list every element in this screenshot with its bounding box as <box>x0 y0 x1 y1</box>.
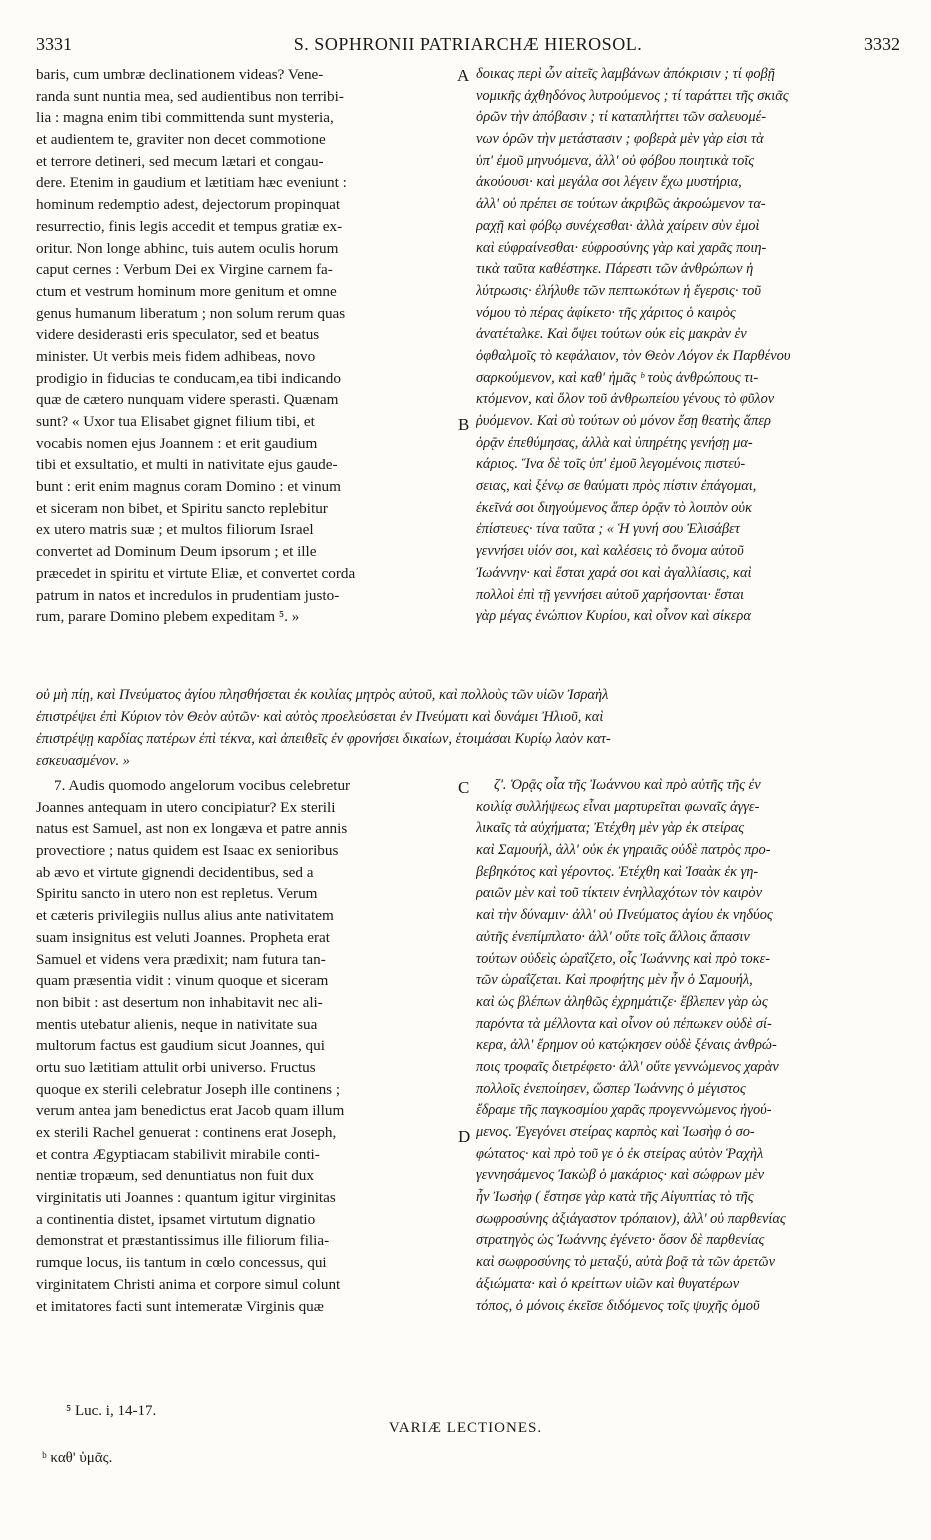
text-line: quæ de cætero nunquam videre sperasti. Quænam <box>36 391 339 409</box>
greek-column-bottom <box>476 775 900 1317</box>
text-line: et cæteris privilegiis nullus alius ante nativitatem <box>36 907 334 925</box>
greek-column-top <box>476 64 900 628</box>
variae-lectiones-heading: VARIÆ LECTIONES. <box>388 1420 543 1436</box>
latin-column-top <box>36 64 456 628</box>
text-line: caput cernes : Verbum Dei ex Virgine carnem fa- <box>36 261 333 279</box>
text-line: τούτων οὐδεὶς ὡραΐζετο, οἷς Ἰωάννης καὶ πρὸ τοκε- <box>476 950 771 967</box>
text-line: præcedet in spiritu et virtute Eliæ, et convertet corda <box>36 564 356 582</box>
text-line: κτόμενον, καὶ ὅλον τοῦ ἀνθρωπείου γένους τὸ φῦλον <box>476 391 775 408</box>
text-line: κάριος. Ἵνα δὲ τοῖς ὑπ' ἐμοῦ λεγομένοις πιστεύ- <box>476 456 746 473</box>
text-line: mentis utebatur alienis, neque in nativitate sua <box>36 1015 318 1033</box>
text-line: ἐπιστρέψει ἐπὶ Κύριον τὸν Θεὸν αὐτῶν· καὶ αὐτὸς προελεύσεται ἐν Πνεύματι καὶ δυνάμει Ἠλιοῦ, καὶ <box>36 709 604 725</box>
text-line: et imitatores facti sunt intemeratæ Virginis quæ <box>36 1297 324 1315</box>
text-line: ῥυόμενον. Καὶ σὺ τούτων οὐ μόνον ἔσῃ θεατὴς ἅπερ <box>476 413 771 429</box>
text-line: rum, parare Domino plebem expeditam ⁵. » <box>36 608 300 626</box>
text-line: a continentia distet, ipsamet virtutum dignatio <box>36 1210 316 1228</box>
footnote-greek: ᵇ καθ' ὑμᾶς. <box>42 1450 113 1466</box>
page-number-left: 3331 <box>36 34 72 54</box>
text-line: νων ὁρῶν τὴν μετάστασιν ; φοβερὰ μὲν γὰρ εἰσι τὰ <box>476 131 764 148</box>
text-line: γεννησάμενος Ἰακὼβ ὁ μακάριος· καὶ σώφρων μὲν <box>476 1167 765 1184</box>
text-line: αὐτῆς ἐνεπίμπλατο· ἀλλ' οὔτε τοῖς ἄλλοις ἅπασιν <box>476 928 750 945</box>
text-line: minister. Ut verbis meis fidem adhibeas, novo <box>36 347 316 365</box>
text-line: ζ'. Ὁρᾷς οἷα τῆς Ἰωάννου καὶ πρὸ αὐτῆς τῆς ἐν <box>494 777 761 793</box>
text-line: λύτρωσις· ἐλήλυθε τῶν πεπτωκότων ἡ ἔγερσις· τοῦ <box>476 282 761 299</box>
text-line: quoque ex sterili celebratur Joseph ille continens ; <box>36 1080 341 1098</box>
text-line: νομικῆς ἀχθηδόνος λυτρούμενος ; τί ταράττει τῆς σκιᾶς <box>476 87 789 104</box>
text-line: ab ævo et virtute gignendi decidentibus, sed a <box>36 863 314 881</box>
text-line: oritur. Non longe abhinc, tuis autem oculis horum <box>36 239 339 257</box>
text-line: convertet ad Dominum Deum ipsorum ; et ille <box>36 543 317 561</box>
text-line: sunt? « Uxor tua Elisabet gignet filium tibi, et <box>36 413 315 430</box>
text-line: ex sterili Rachel genuerat : continens erat Joseph, <box>36 1124 337 1141</box>
text-line: Spiritu sancto in utero non est repletus. Verum <box>36 885 318 903</box>
text-line: Joannes antequam in utero concipiatur? Ex sterili <box>36 798 336 816</box>
text-line: virginitatem Christi anima et corpore simul colunt <box>36 1275 341 1293</box>
text-line: καὶ σωφροσύνης τὸ μεταξύ, αὐτὰ βοᾷ τὰ τῶν ἀρετῶν <box>476 1254 775 1271</box>
text-line: et siceram non bibet, et Spiritu sancto replebitur <box>36 499 328 517</box>
text-line: bunt : erit enim magnus coram Domino : et vinum <box>36 478 341 496</box>
text-line: natus est Samuel, ast non ex longæva et patre annis <box>36 820 348 838</box>
text-line: ὁρᾷν ἐπεθύμησας, ἀλλὰ καὶ ὑπηρέτης γενήσῃ μα- <box>476 434 753 451</box>
text-line: σωφροσύνης ἀξιάγαστον τρόπαιον), ἀλλ' οὐ παρθενίας <box>476 1210 786 1227</box>
text-line: Samuel et videns vera prædixit; nam futura tan- <box>36 950 326 968</box>
text-line: καὶ εὐφραίνεσθαι· εὐφροσύνης γὰρ καὶ χαρᾶς ποιη- <box>476 239 767 256</box>
text-line: στρατηγὸς ὡς Ἰωάννης ἐγένετο· ὅσον δὲ παρθενίας <box>476 1232 765 1249</box>
text-line: καὶ Σαμουήλ, ἀλλ' οὐκ ἐκ γηραιᾶς οὐδὲ πατρὸς προ- <box>476 842 771 859</box>
text-line: ποις τροφαῖς διετρέφετο· ἀλλ' οὔτε γεννώμενος χαρὰν <box>476 1058 779 1075</box>
text-line: verum antea jam benedictus erat Jacob quam illum <box>36 1102 345 1120</box>
text-line: quam præsentia vidit : vinum quoque et siceram <box>36 972 329 990</box>
text-line: πολλοῖς ἐνεποίησεν, ὥσπερ Ἰωάννης ὁ μέγιστος <box>476 1080 746 1097</box>
text-line: γεννήσει υἱόν σοι, καὶ καλέσεις τὸ ὄνομα αὐτοῦ <box>476 543 744 560</box>
text-line: εσκευασμένον. » <box>36 753 130 769</box>
text-line: τῶν ὡραΐζεται. Καὶ προφήτης μὲν ἦν ὁ Σαμουήλ, <box>476 972 753 989</box>
text-line: ἀκούουσι· καὶ μεγάλα σοι λέγειν ἔχω μυστήρια, <box>476 174 742 191</box>
text-line: ἀλλ' οὐ πρέπει σε τούτων ἀκριβῶς ἀκροώμενον τα- <box>476 196 766 213</box>
marker-c: C <box>458 778 470 797</box>
text-line: 7. Audis quomodo angelorum vocibus celebretur <box>54 777 351 794</box>
running-title: S. SOPHRONII PATRIARCHÆ HIEROSOL. <box>293 34 643 54</box>
text-line: vocabis nomen ejus Joannem : et erit gaudium <box>36 434 318 452</box>
text-line: ἀξιώματα· καὶ ὁ κρείττων υἱῶν καὶ θυγατέρων <box>476 1275 740 1292</box>
text-line: virginitatis uti Joannes : quantum igitur virginitas <box>36 1189 336 1207</box>
text-line: genus humanum liberatum ; non solum rerum quas <box>36 304 346 322</box>
text-line: resurrectio, finis legis accedit et tempus gratiæ ex- <box>36 217 343 235</box>
text-line: ὑπ' ἐμοῦ μηνυόμενα, ἀλλ' οὐ φόβου ποιητικὰ τοῖς <box>476 152 755 169</box>
text-line: ὀφθαλμοῖς τὸ κεφάλαιον, τὸν Θεὸν Λόγον ἐκ Παρθένου <box>476 347 791 364</box>
text-line: μενος. Ἐγεγόνει στείρας καρπὸς καὶ Ἰωσὴφ ὁ σο- <box>476 1124 755 1140</box>
text-line: καὶ τὴν δύναμιν· ἀλλ' οὐ Πνεύματος ἁγίου ἐκ νηδύος <box>476 907 773 924</box>
text-line: ραιῶν μὲν καὶ τοῦ τίκτειν ἐνηλλαχότων τὸν καιρὸν <box>476 885 762 902</box>
text-line: καὶ ὡς βλέπων ἀληθῶς ἐχρημάτιζε· ἔβλεπεν γὰρ ὡς <box>476 993 768 1010</box>
text-line: et contra Ægyptiacam stabilivit mirabile conti- <box>36 1145 320 1163</box>
text-line: suam insignitus est veluti Joannes. Propheta erat <box>36 928 330 946</box>
text-line: ctum et vestrum hominum more genitum et omne <box>36 282 337 300</box>
text-line: patrum in natos et incredulos in prudentiam justo- <box>36 586 340 604</box>
text-line: multorum factus est gaudium sicut Joannes, qui <box>36 1037 325 1055</box>
text-line: ἐπίστευες· τίνα ταῦτα ; « Ἡ γυνή σου Ἐλισάβετ <box>476 521 740 538</box>
text-line: ἔδραμε τῆς παγκοσμίου χαρᾶς προγεννώμενος ἡγού- <box>476 1102 772 1119</box>
marker-a: A <box>457 66 470 85</box>
page-number-right: 3332 <box>864 34 900 54</box>
marker-b: B <box>458 415 470 434</box>
text-line: demonstrat et præstantissimus ille filiorum filia- <box>36 1232 330 1250</box>
latin-column-bottom <box>36 775 456 1317</box>
text-line: provectiore ; natus quidem est Isaac ex senioribus <box>36 842 339 860</box>
text-line: dere. Etenim in gaudium et lætitiam hæc eveniunt : <box>36 174 347 192</box>
text-line: γὰρ μέγας ἐνώπιον Κυρίου, καὶ οἶνον καὶ σίκερα <box>476 608 751 625</box>
text-line: σειας, καὶ ξένῳ σε θαύματι πρὸς πίστιν ἐπάγομαι, <box>476 478 757 495</box>
text-line: βεβηκότος καὶ γέροντος. Ἐτέχθη καὶ Ἰσαὰκ ἐκ γη- <box>476 863 759 880</box>
text-line: et audientem te, graviter non decet commotione <box>36 131 326 149</box>
text-line: tibi et exsultatio, et multi in nativitate ejus gaude- <box>36 456 338 474</box>
text-line: ἐπιστρέψῃ καρδίας πατέρων ἐπὶ τέκνα, καὶ ἀπειθεῖς ἐν φρονήσει δικαίων, ἑτοιμάσαι Κυρίῳ λαὸν κατ- <box>36 731 611 747</box>
greek-full-width <box>36 684 900 772</box>
text-line: τόπος, ὁ μόνοις ἐκεῖσε διδόμενος τοῖς ψυχῆς ὁμοῦ <box>476 1297 760 1314</box>
text-line: Ἰωάννην· καὶ ἔσται χαρά σοι καὶ ἀγαλλίασις, καὶ <box>476 564 752 581</box>
text-line: παρόντα τὰ μέλλοντα καὶ οἶνον οὐ πέπωκεν οὐδὲ σί- <box>476 1015 772 1032</box>
text-line: οὐ μὴ πίῃ, καὶ Πνεύματος ἁγίου πλησθήσεται ἐκ κοιλίας μητρὸς αὐτοῦ, καὶ πολλοὺς τῶν υἱῶν Ἰσραὴλ <box>36 687 609 703</box>
text-line: ortu suo lætitiam attulit orbi universo. Fructus <box>36 1058 316 1076</box>
text-line: videre desiderasti eris speculator, sed et beatus <box>36 326 320 344</box>
text-line: ἦν Ἰωσὴφ ( ἔστησε γὰρ κατὰ τῆς Αἰγυπτίας τὸ τῆς <box>476 1189 754 1206</box>
text-line: κερα, ἀλλ' ἔρημον οὐ κατῴκησεν οὐδὲ ξέναις ἀνθρώ- <box>476 1037 777 1054</box>
text-line: nentiæ tropæum, sed denuntiatus non fuit dux <box>36 1167 314 1185</box>
text-line: ἐκεῖνά σοι διηγούμενος ἅπερ ὁρᾷν τὸ λοιπὸν οὐκ <box>476 499 752 516</box>
text-line: lia : magna enim tibi committenda sunt mysteria, <box>36 109 334 127</box>
text-line: σαρκούμενον, καὶ καθ' ἡμᾶς ᵇ τοὺς ἀνθρώπους τι- <box>476 369 759 386</box>
text-line: ὁρῶν τὴν ἀπόβασιν ; τί καταπλήττει τῶν σαλευομέ- <box>476 109 767 126</box>
text-line: κοιλίᾳ συλλήψεως εἶναι μαρτυρεῖται φωναῖς ἀγγε- <box>476 798 760 815</box>
text-line: ἀνατέταλκε. Καὶ ὄψει τούτων οὐκ εἰς μακρὰν ἐν <box>476 326 747 343</box>
text-line: λικαῖς τὰ αὐχήματα; Ἐτέχθη μὲν γὰρ ἐκ στείρας <box>476 820 745 837</box>
text-line: et terrore detineri, sed mecum lætari et congau- <box>36 152 324 170</box>
text-line: φώτατος· καὶ πρὸ τοῦ γε ὁ ἐκ στείρας αὐτὸν Ῥαχὴλ <box>476 1145 764 1162</box>
text-line: δοικας περὶ ὧν αἰτεῖς λαμβάνων ἀπόκρισιν ; τί φοβῇ <box>476 66 775 82</box>
text-line: νόμου τὸ πέρας ἀφίκετο· τῆς χάριτος ὁ καιρὸς <box>476 304 736 321</box>
text-line: baris, cum umbræ declinationem videas? Vene- <box>36 66 324 83</box>
text-line: ραχῇ καὶ φόβῳ συνέχεσθαι· ἀλλὰ χαίρειν σὺν ἐμοὶ <box>476 217 760 234</box>
text-line: rumque locus, iis tantum in cœlo concessus, qui <box>36 1254 327 1272</box>
text-line: hominum redemptio adest, dejectorum propinquat <box>36 196 341 214</box>
text-line: τικὰ ταῦτα καθέστηκε. Πάρεστι τῶν ἀνθρώπων ἡ <box>476 261 754 278</box>
footnote-latin: ⁵ Luc. i, 14-17. <box>66 1403 157 1419</box>
text-line: πολλοὶ ἐπὶ τῇ γεννήσει αὐτοῦ χαρήσονται· ἔσται <box>476 586 745 603</box>
text-line: ex utero matris suæ ; et multos filiorum Israel <box>36 521 314 539</box>
page-header <box>36 34 900 60</box>
text-line: randa sunt nuntia mea, sed audientibus non terribi- <box>36 87 344 105</box>
text-line: prodigio in fiducias te conducam,ea tibi indicando <box>36 369 341 387</box>
marker-d: D <box>458 1127 471 1146</box>
text-line: non bibit : ast desertum non inhabitavit nec ali- <box>36 993 323 1011</box>
